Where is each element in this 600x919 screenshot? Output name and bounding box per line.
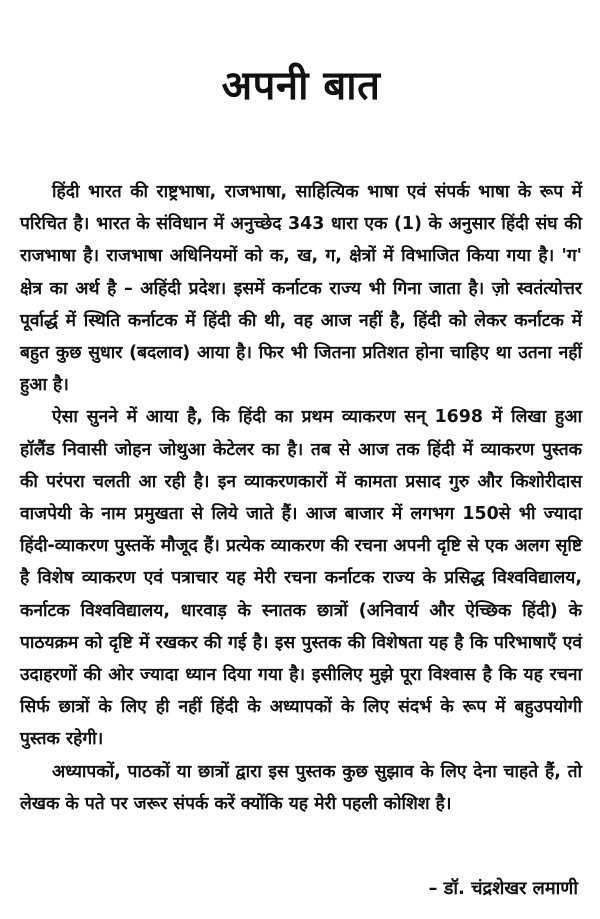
paragraph-1: हिंदी भारत की राष्ट्रभाषा, राजभाषा, साहित्यिक भाषा एवं संपर्क भाषा के रूप में परिचित है। भारत के संविधान में अनुच्छेद 343 धारा एक (1) के अनुसार हिंदी संघ की राजभाषा है। राजभाषा अधिनियमों को क, ख, ग, क्षेत्रों में विभाजित किया गया है। 'ग' क्षेत्र का अर्थ है – अहिंदी प्रदेश। इसमें कर्नाटक राज्य भी गिना जाता है। ज़ो स्वतंत्योत्तर पूर्वार्द्ध में स्थिति कर्नाटक में हिंदी की थी, वह आज नहीं है, हिंदी को लेकर कर्नाटक में बहुत कुछ सुधार (बदलाव) आया है। फिर भी जितना प्रतिशत होना चाहिए था उतना नहीं हुआ है। (20, 182, 582, 396)
body-text (20, 176, 582, 820)
author-signature: – डॉ. चंद्रशेखर लमाणी (428, 878, 578, 899)
paragraph-3: अध्यापकों, पाठकों या छात्रों द्वारा इस पुस्तक कुछ सुझाव के लिए देना चाहते हैं, तो लेखक के पते पर जरूर संपर्क करें क्योंकि यह मेरी पहली कोशिश है। (20, 761, 582, 814)
paragraph-2: ऐसा सुनने में आया है, कि हिंदी का प्रथम व्याकरण सन् 1698 में लिखा हुआ हॉलैंड निवासी जोहन जोथुआ केटेलर का है। तब से आज तक हिंदी में व्याकरण पुस्तक की परंपरा चलती आ रही है। इन व्याकरणकारों में कामता प्रसाद गुरु और किशोरीदास वाजपेयी के नाम प्रमुखता से लिये जाते हैं। आज बाजार में लगभग 150से भी ज्यादा हिंदी-व्याकरण पुस्तकें मौजूद हैं। प्रत्येक व्याकरण की रचना अपनी दृष्टि से एक अलग सृष्टि है विशेष व्याकरण एवं पत्राचार यह मेरी रचना कर्नाटक राज्य के प्रसिद्ध विश्वविद्यालय, कर्नाटक विश्वविद्यालय, धारवाड़ के स्नातक छात्रों (अनिवार्य और ऐच्छिक हिंदी) के पाठयक्रम को दृष्टि में रखकर की गई है। इस पुस्तक की विशेषता यह है कि परिभाषाएँ एवं उदाहरणों की ओर ज्यादा ध्यान दिया गया है। इसीलिए मुझे पूरा विश्वास है कि यह रचना सिर्फ छात्रों के लिए ही नहीं हिंदी के अध्यापकों के लिए संदर्भ के रूप में बहुउपयोगी पुस्तक रहेगी। (20, 407, 582, 750)
page-title: अपनी बात (221, 63, 381, 109)
